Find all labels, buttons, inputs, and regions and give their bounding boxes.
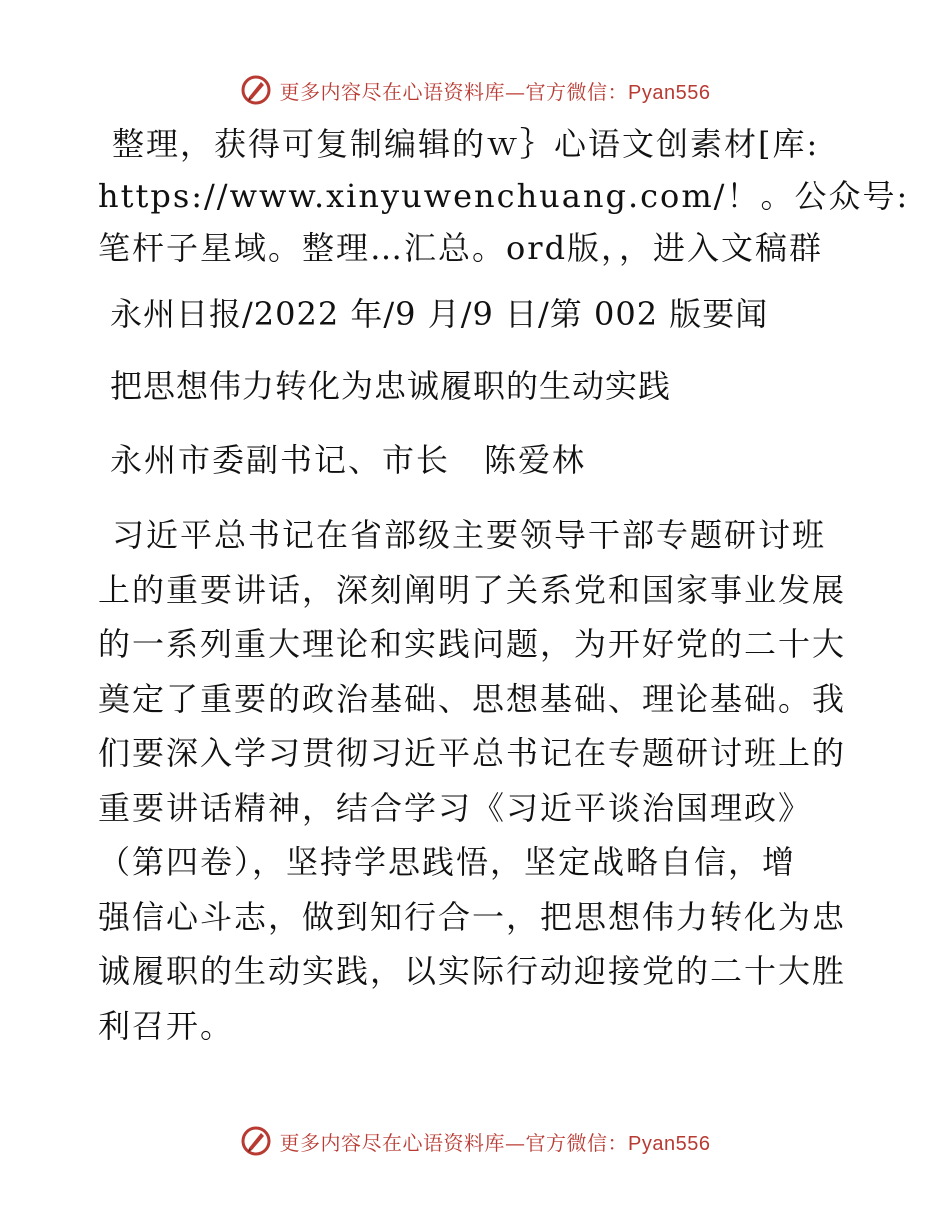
body-line: 强信心斗志，做到知行合一，把思想伟力转化为忠: [98, 897, 847, 936]
body-line: （第四卷），坚持学思践悟，坚定战略自信，增: [98, 843, 797, 881]
intro-line: https://www.xinyuwenchuang.com/！。公众号:: [98, 177, 910, 215]
article-title: 把思想伟力转化为忠诚履职的生动实践: [110, 367, 672, 405]
header-watermark: [0, 70, 950, 110]
body-line: 上的重要讲话，深刻阐明了关系党和国家事业发展: [98, 570, 847, 609]
footer-watermark: [0, 1121, 950, 1161]
intro-paragraph: [98, 118, 910, 274]
source-line: 永州日报/2022 年/9 月/9 日/第 002 版要闻: [110, 295, 769, 333]
body-line: 们要深入学习贯彻习近平总书记在专题研讨班上的: [98, 734, 847, 772]
body-line: 利召开。: [98, 1006, 235, 1045]
wechat-id: Pyan556: [628, 1132, 711, 1155]
body-paragraph: [98, 508, 854, 1053]
pen-logo-icon: [240, 1125, 272, 1157]
body-line: 习近平总书记在省部级主要领导干部专题研讨班: [112, 516, 827, 554]
intro-line: 笔杆子星域。整理…汇总。ord版，，进入文稿群: [98, 229, 824, 267]
body-line: 的一系列重大理论和实践问题，为开好党的二十大: [98, 625, 847, 663]
author-line: 永州市委副书记、市长 陈爱林: [110, 441, 587, 479]
watermark-text: 更多内容尽在心语资料库—官方微信：: [279, 79, 629, 104]
pen-logo-icon: [240, 74, 272, 106]
wechat-id: Pyan556: [628, 81, 711, 104]
body-line: 诚履职的生动实践，以实际行动迎接党的二十大胜: [98, 952, 847, 990]
body-line: 重要讲话精神，结合学习《习近平谈治国理政》: [98, 788, 813, 827]
watermark-text: 更多内容尽在心语资料库—官方微信：: [279, 1130, 629, 1155]
document-body: [98, 118, 910, 1053]
intro-line: 整理，获得可复制编辑的ｗ｝心语文创素材[库:: [112, 125, 820, 163]
body-line: 奠定了重要的政治基础、思想基础、理论基础。我: [98, 679, 847, 718]
